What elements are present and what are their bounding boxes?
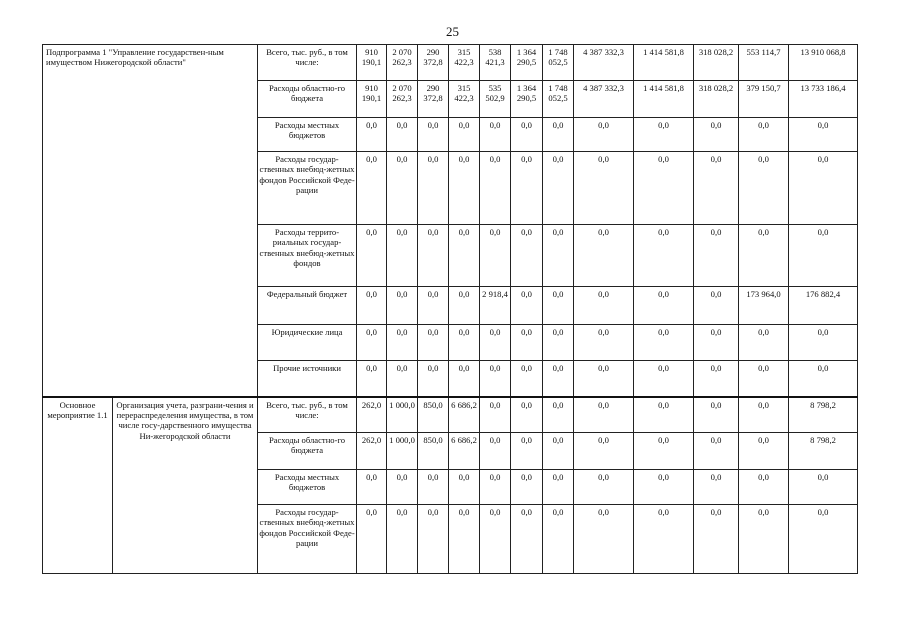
- value-cell: 0,0: [511, 118, 543, 152]
- value-cell: 6 686,2: [449, 433, 480, 470]
- value-cell: 0,0: [634, 152, 694, 225]
- value-cell: 0,0: [511, 361, 543, 397]
- value-cell: 0,0: [739, 152, 789, 225]
- value-cell: 0,0: [543, 433, 574, 470]
- value-cell: 0,0: [480, 361, 511, 397]
- value-cell: 0,0: [480, 118, 511, 152]
- value-cell: 0,0: [634, 433, 694, 470]
- value-cell: 0,0: [739, 433, 789, 470]
- value-cell: 0,0: [357, 361, 387, 397]
- value-cell: 850,0: [418, 433, 449, 470]
- value-cell: 1 748 052,5: [543, 45, 574, 81]
- value-cell: 0,0: [543, 361, 574, 397]
- value-cell: 0,0: [480, 325, 511, 361]
- row-label: Всего, тыс. руб., в том числе:: [258, 45, 357, 81]
- row-label: Всего, тыс. руб., в том числе:: [258, 397, 357, 433]
- value-cell: 0,0: [694, 118, 739, 152]
- value-cell: 8 798,2: [789, 397, 858, 433]
- value-cell: 0,0: [543, 118, 574, 152]
- value-cell: 0,0: [511, 470, 543, 505]
- value-cell: 0,0: [449, 505, 480, 574]
- value-cell: 0,0: [634, 505, 694, 574]
- budget-table: [42, 44, 858, 574]
- value-cell: 0,0: [511, 225, 543, 287]
- value-cell: 0,0: [574, 397, 634, 433]
- value-cell: 290 372,8: [418, 45, 449, 81]
- row-label: Расходы государ-ственных внебюд-жетных фондов Российской Феде-рации: [258, 152, 357, 225]
- value-cell: 318 028,2: [694, 45, 739, 81]
- value-cell: 0,0: [739, 470, 789, 505]
- value-cell: 0,0: [357, 152, 387, 225]
- value-cell: 0,0: [694, 225, 739, 287]
- value-cell: 0,0: [511, 325, 543, 361]
- row-label: Юридические лица: [258, 325, 357, 361]
- value-cell: 0,0: [480, 470, 511, 505]
- row-label: Расходы областно-го бюджета: [258, 81, 357, 118]
- value-cell: 0,0: [449, 118, 480, 152]
- value-cell: 0,0: [634, 225, 694, 287]
- value-cell: 0,0: [449, 287, 480, 325]
- row-label: Расходы местных бюджетов: [258, 470, 357, 505]
- value-cell: 0,0: [789, 505, 858, 574]
- value-cell: 0,0: [357, 505, 387, 574]
- value-cell: 0,0: [387, 361, 418, 397]
- value-cell: 0,0: [511, 397, 543, 433]
- value-cell: 0,0: [418, 470, 449, 505]
- value-cell: 0,0: [418, 325, 449, 361]
- value-cell: 0,0: [694, 152, 739, 225]
- value-cell: 8 798,2: [789, 433, 858, 470]
- value-cell: 1 000,0: [387, 397, 418, 433]
- value-cell: 0,0: [357, 287, 387, 325]
- value-cell: 0,0: [574, 325, 634, 361]
- value-cell: 0,0: [480, 152, 511, 225]
- value-cell: 2 918,4: [480, 287, 511, 325]
- value-cell: 0,0: [418, 287, 449, 325]
- value-cell: 0,0: [387, 118, 418, 152]
- value-cell: 4 387 332,3: [574, 45, 634, 81]
- value-cell: 0,0: [574, 361, 634, 397]
- value-cell: 0,0: [739, 225, 789, 287]
- value-cell: 0,0: [574, 505, 634, 574]
- value-cell: 0,0: [634, 470, 694, 505]
- value-cell: 0,0: [694, 287, 739, 325]
- value-cell: 0,0: [543, 325, 574, 361]
- value-cell: 290 372,8: [418, 81, 449, 118]
- measure-description: Организация учета, разграни-чения и перераспределения имущества, в том числе госу-дарственного имущества Ни-жегородской области: [113, 397, 258, 574]
- value-cell: 0,0: [449, 361, 480, 397]
- value-cell: 0,0: [387, 325, 418, 361]
- value-cell: 0,0: [511, 152, 543, 225]
- value-cell: 2 070 262,3: [387, 45, 418, 81]
- value-cell: 0,0: [418, 361, 449, 397]
- value-cell: 538 421,3: [480, 45, 511, 81]
- value-cell: 4 387 332,3: [574, 81, 634, 118]
- value-cell: 0,0: [694, 470, 739, 505]
- value-cell: 0,0: [789, 118, 858, 152]
- value-cell: 0,0: [387, 225, 418, 287]
- table-row: [43, 397, 858, 433]
- value-cell: 0,0: [511, 433, 543, 470]
- value-cell: 1 748 052,5: [543, 81, 574, 118]
- value-cell: 0,0: [694, 361, 739, 397]
- value-cell: 0,0: [694, 433, 739, 470]
- table-row: [43, 45, 858, 81]
- value-cell: 0,0: [694, 397, 739, 433]
- value-cell: 173 964,0: [739, 287, 789, 325]
- value-cell: 315 422,3: [449, 45, 480, 81]
- value-cell: 1 364 290,5: [511, 81, 543, 118]
- value-cell: 0,0: [480, 225, 511, 287]
- value-cell: 0,0: [789, 361, 858, 397]
- value-cell: 0,0: [480, 505, 511, 574]
- value-cell: 262,0: [357, 433, 387, 470]
- value-cell: 0,0: [574, 225, 634, 287]
- value-cell: 0,0: [387, 470, 418, 505]
- value-cell: 0,0: [574, 433, 634, 470]
- value-cell: 315 422,3: [449, 81, 480, 118]
- value-cell: 910 190,1: [357, 81, 387, 118]
- value-cell: 0,0: [543, 505, 574, 574]
- value-cell: 13 910 068,8: [789, 45, 858, 81]
- value-cell: 0,0: [789, 225, 858, 287]
- value-cell: 318 028,2: [694, 81, 739, 118]
- value-cell: 1 414 581,8: [634, 81, 694, 118]
- value-cell: 0,0: [357, 225, 387, 287]
- value-cell: 0,0: [387, 287, 418, 325]
- value-cell: 176 882,4: [789, 287, 858, 325]
- value-cell: 0,0: [789, 152, 858, 225]
- value-cell: 1 414 581,8: [634, 45, 694, 81]
- value-cell: 910 190,1: [357, 45, 387, 81]
- value-cell: 262,0: [357, 397, 387, 433]
- value-cell: 0,0: [634, 397, 694, 433]
- value-cell: 0,0: [480, 397, 511, 433]
- row-label: Федеральный бюджет: [258, 287, 357, 325]
- value-cell: 0,0: [387, 152, 418, 225]
- row-label: Прочие источники: [258, 361, 357, 397]
- value-cell: 850,0: [418, 397, 449, 433]
- value-cell: 379 150,7: [739, 81, 789, 118]
- value-cell: 0,0: [574, 287, 634, 325]
- value-cell: 0,0: [543, 470, 574, 505]
- value-cell: 0,0: [789, 470, 858, 505]
- value-cell: 0,0: [357, 325, 387, 361]
- row-label: Расходы террито-риальных государ-ственных внебюд-жетных фондов: [258, 225, 357, 287]
- row-label: Расходы областно-го бюджета: [258, 433, 357, 470]
- value-cell: 0,0: [418, 505, 449, 574]
- row-label: Расходы государ-ственных внебюд-жетных фондов Российской Феде-рации: [258, 505, 357, 574]
- value-cell: 0,0: [739, 361, 789, 397]
- value-cell: 0,0: [634, 287, 694, 325]
- value-cell: 0,0: [739, 505, 789, 574]
- value-cell: 0,0: [694, 505, 739, 574]
- value-cell: 0,0: [694, 325, 739, 361]
- value-cell: 0,0: [511, 505, 543, 574]
- value-cell: 535 502,9: [480, 81, 511, 118]
- value-cell: 0,0: [543, 287, 574, 325]
- subprogram-title: Подпрограмма 1 "Управление государствен-ным имуществом Нижегородской области": [43, 45, 258, 397]
- value-cell: 0,0: [739, 325, 789, 361]
- value-cell: 13 733 186,4: [789, 81, 858, 118]
- value-cell: 0,0: [418, 225, 449, 287]
- value-cell: 6 686,2: [449, 397, 480, 433]
- value-cell: 0,0: [543, 152, 574, 225]
- value-cell: 1 000,0: [387, 433, 418, 470]
- value-cell: 0,0: [543, 397, 574, 433]
- value-cell: 0,0: [574, 470, 634, 505]
- value-cell: 0,0: [634, 361, 694, 397]
- value-cell: 0,0: [449, 470, 480, 505]
- value-cell: 0,0: [634, 118, 694, 152]
- measure-title: Основное мероприятие 1.1: [43, 397, 113, 574]
- value-cell: 0,0: [789, 325, 858, 361]
- value-cell: 0,0: [634, 325, 694, 361]
- value-cell: 0,0: [739, 118, 789, 152]
- value-cell: 1 364 290,5: [511, 45, 543, 81]
- value-cell: 0,0: [574, 118, 634, 152]
- value-cell: 0,0: [357, 118, 387, 152]
- value-cell: 0,0: [387, 505, 418, 574]
- value-cell: 0,0: [574, 152, 634, 225]
- value-cell: 0,0: [418, 152, 449, 225]
- value-cell: 0,0: [449, 225, 480, 287]
- value-cell: 0,0: [357, 470, 387, 505]
- value-cell: 0,0: [449, 325, 480, 361]
- value-cell: 0,0: [480, 433, 511, 470]
- page-number: 25: [446, 24, 459, 39]
- value-cell: 553 114,7: [739, 45, 789, 81]
- value-cell: 0,0: [449, 152, 480, 225]
- value-cell: 0,0: [543, 225, 574, 287]
- row-label: Расходы местных бюджетов: [258, 118, 357, 152]
- value-cell: 0,0: [511, 287, 543, 325]
- value-cell: 2 070 262,3: [387, 81, 418, 118]
- value-cell: 0,0: [418, 118, 449, 152]
- value-cell: 0,0: [739, 397, 789, 433]
